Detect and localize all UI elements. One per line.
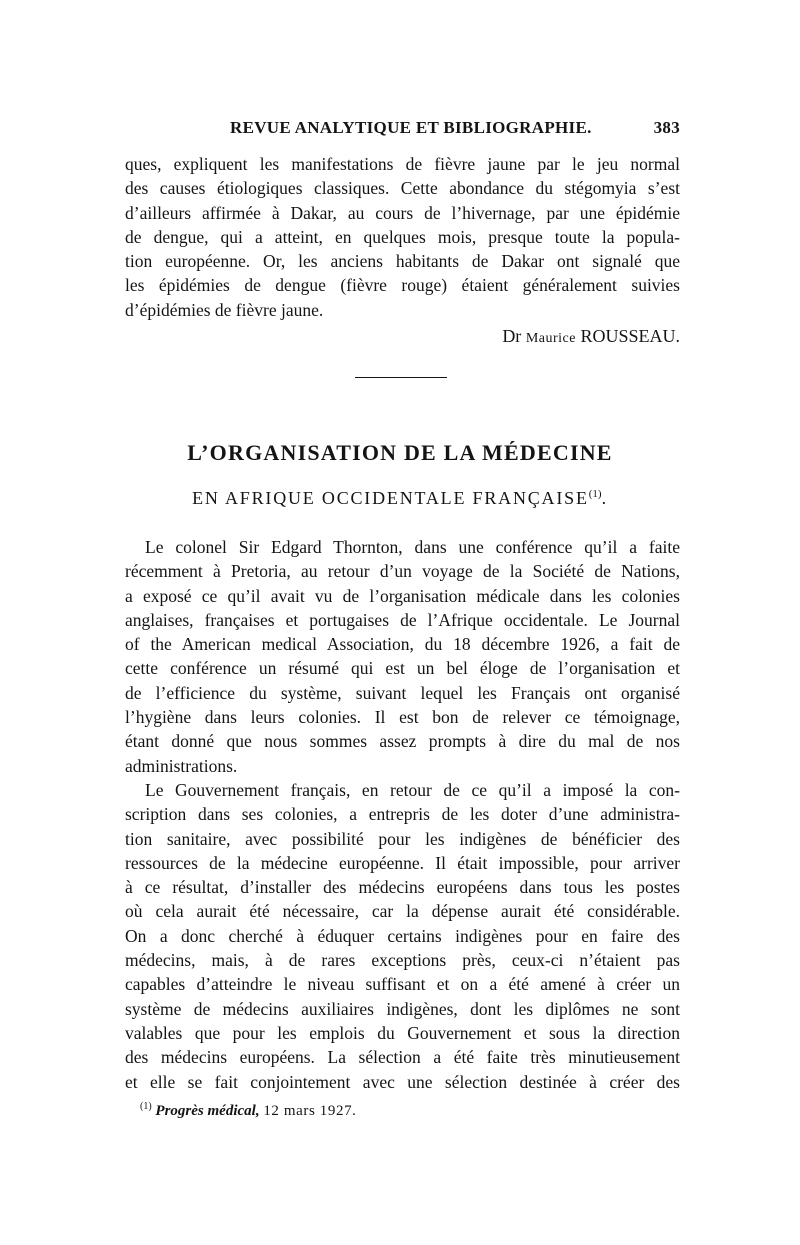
text-line: scription dans ses colonies, a entrepris de les doter d’une administra- bbox=[125, 804, 680, 825]
author-signature bbox=[502, 326, 680, 347]
text-line: anglaises, françaises et portugaises de l’Afrique occidentale. Le Journal bbox=[125, 609, 680, 630]
paragraph-2 bbox=[125, 778, 680, 1094]
author-last-name: ROUSSEAU. bbox=[580, 326, 680, 346]
text-line: des causes étiologiques classiques. Cette abondance du stégomyia s’est bbox=[125, 178, 680, 199]
text-line: à ce résultat, d’installer des médecins européens dans tous les postes bbox=[125, 877, 680, 898]
section-divider bbox=[355, 377, 447, 378]
text-line: étant donné que nous sommes assez prompts à dire du mal de nos bbox=[125, 731, 680, 752]
page-number: 383 bbox=[653, 118, 680, 137]
footnote-reference: (1) bbox=[588, 488, 602, 500]
running-title: REVUE ANALYTIQUE ET BIBLIOGRAPHIE. bbox=[230, 118, 592, 137]
text-line: capables d’atteindre le niveau suffisant et on a été amené à créer un bbox=[125, 974, 680, 995]
text-line: Le colonel Sir Edgard Thornton, dans une conférence qu’il a faite bbox=[145, 537, 680, 557]
text-line: et elle se fait conjointement avec une sélection destinée à créer des bbox=[125, 1071, 680, 1092]
text-line: tion européenne. Or, les anciens habitants de Dakar ont signalé que bbox=[125, 251, 680, 272]
text-line: récemment à Pretoria, au retour d’un voyage de la Société de Nations, bbox=[125, 561, 680, 582]
paragraph-1 bbox=[125, 535, 680, 778]
text-line: médecins, mais, à de rares exceptions près, ceux-ci n’étaient pas bbox=[125, 950, 680, 971]
text-line: l’hygiène dans leurs colonies. Il est bon de relever ce témoignage, bbox=[125, 707, 680, 728]
text-line: of the American medical Association, du 18 décembre 1926, a fait de bbox=[125, 634, 680, 655]
text-line: d’ailleurs affirmée à Dakar, au cours de l’hivernage, par une épidémie bbox=[125, 202, 680, 223]
text-line: de dengue, qui a atteint, en quelques mois, presque toute la popula- bbox=[125, 226, 680, 247]
text-line: ques, expliquent les manifestations de fièvre jaune par le jeu normal bbox=[125, 154, 680, 174]
article-subtitle: EN AFRIQUE OCCIDENTALE FRANÇAISE$^{(1)}$. bbox=[192, 488, 608, 508]
text-line: cette conférence un résumé qui est un bel éloge de l’organisation et bbox=[125, 658, 680, 679]
text-line: d’épidémies de fièvre jaune. bbox=[125, 299, 324, 320]
author-first-name: Maurice bbox=[525, 331, 576, 346]
footnote-source: Progrès médical, bbox=[155, 1103, 260, 1119]
continuation-paragraph bbox=[125, 152, 680, 322]
footnote bbox=[140, 1101, 357, 1120]
text-line: a exposé ce qu’il avait vu de l’organisation médicale dans les colonies bbox=[125, 585, 680, 606]
text-line: des médecins européens. La sélection a été faite très minutieusement bbox=[125, 1047, 680, 1068]
text-line: Le Gouvernement français, en retour de ce qu’il a imposé la con- bbox=[145, 780, 680, 800]
article-title: L’ORGANISATION DE LA MÉDECINE bbox=[187, 440, 613, 465]
text-line: administrations. bbox=[125, 755, 238, 776]
text-line: On a donc cherché à éduquer certains indigènes pour en faire des bbox=[125, 925, 680, 946]
text-line: tion sanitaire, avec possibilité pour les indigènes de bénéficier des bbox=[125, 828, 680, 849]
text-line: système de médecins auxiliaires indigènes, dont les diplômes ne sont bbox=[125, 998, 680, 1019]
text-line: de l’efficience du système, suivant lequel les Français ont organisé bbox=[125, 682, 680, 703]
subtitle-text: EN AFRIQUE OCCIDENTALE FRANÇAISE bbox=[192, 488, 589, 508]
text-line: où cela aurait été nécessaire, car la dépense aurait été considérable. bbox=[125, 901, 680, 922]
footnote-marker: (1) bbox=[140, 1101, 152, 1112]
text-line: ressources de la médecine européenne. Il était impossible, pour arriver bbox=[125, 852, 680, 873]
author-prefix: Dr bbox=[502, 326, 522, 346]
text-line: valables que pour les emplois du Gouvernement et sous la direction bbox=[125, 1022, 680, 1043]
text-line: les épidémies de dengue (fièvre rouge) étaient généralement suivies bbox=[125, 275, 680, 296]
footnote-date: 12 mars 1927. bbox=[263, 1103, 357, 1119]
